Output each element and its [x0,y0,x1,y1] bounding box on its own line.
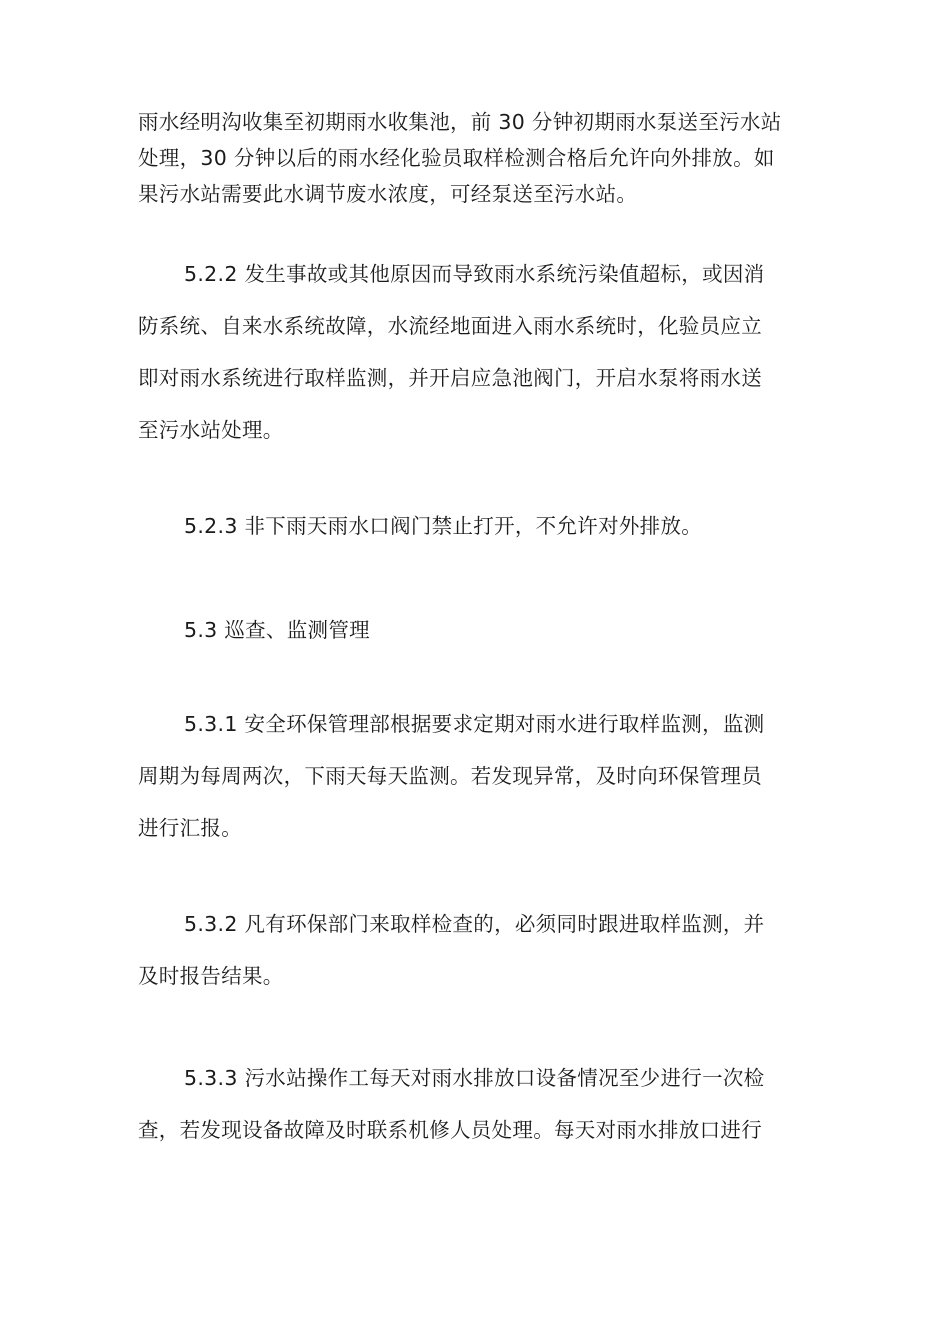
text-line: 查，若发现设备故障及时联系机修人员处理。每天对雨水排放口进行 [138,1118,762,1142]
paragraph-5-3-1 [138,698,818,854]
paragraph-5-3-2 [138,898,818,1002]
text-line: 进行汇报。 [138,816,242,840]
text-line: 5.3.1 安全环保管理部根据要求定期对雨水进行取样监测，监测 [184,712,765,736]
text-line: 防系统、自来水系统故障，水流经地面进入雨水系统时，化验员应立 [138,314,762,338]
paragraph-5-3-3 [138,1052,818,1156]
text-line: 5.3 巡查、监测管理 [184,618,370,642]
text-line: 果污水站需要此水调节废水浓度，可经泵送至污水站。 [138,182,638,206]
paragraph-rainwater-collection [138,104,818,212]
text-line: 即对雨水系统进行取样监测，并开启应急池阀门，开启水泵将雨水送 [138,366,762,390]
text-line: 至污水站处理。 [138,418,284,442]
text-line: 雨水经明沟收集至初期雨水收集池，前 30 分钟初期雨水泵送至污水站 [138,110,782,134]
text-line: 5.3.3 污水站操作工每天对雨水排放口设备情况至少进行一次检 [184,1066,765,1090]
text-line: 5.2.2 发生事故或其他原因而导致雨水系统污染值超标，或因消 [184,262,765,286]
text-line: 5.3.2 凡有环保部门来取样检查的，必须同时跟进取样监测，并 [184,912,765,936]
text-line: 及时报告结果。 [138,964,284,988]
text-line: 处理，30 分钟以后的雨水经化验员取样检测合格后允许向外排放。如 [138,146,775,170]
paragraph-5-2-3 [138,500,818,552]
text-line: 周期为每周两次，下雨天每天监测。若发现异常，及时向环保管理员 [138,764,762,788]
paragraph-5-2-2 [138,248,818,456]
section-heading-5-3 [138,604,818,656]
text-line: 5.2.3 非下雨天雨水口阀门禁止打开，不允许对外排放。 [184,514,703,538]
